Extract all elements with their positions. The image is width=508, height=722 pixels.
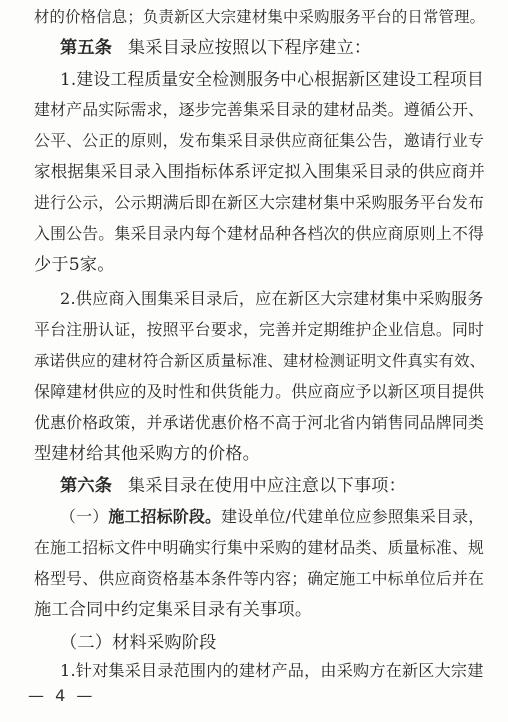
line-text: 入围公告。集采目录内每个建材品种各档次的供应商原则上不得 <box>34 224 485 243</box>
article-5-label: 第五条 <box>60 38 113 58</box>
text-line-20 <box>34 567 484 591</box>
text-line-15 <box>34 442 484 466</box>
line-text: 1.建设工程质量安全检测服务中心根据新区建设工程项目 <box>60 69 484 89</box>
line-text: 保障建材供应的及时性和供货能力。供应商应予以新区项目提供 <box>34 382 485 401</box>
text-line-7 <box>34 191 484 215</box>
line-text: 材的价格信息；负责新区大宗建材集中采购服务平台的日常管理。 <box>34 8 486 26</box>
line-text: （二）材料采购阶段 <box>60 633 217 653</box>
line-text: 进行公示，公示期满后即在新区大宗建材集中采购服务平台发布 <box>34 193 485 212</box>
line-text: 平台注册认证，按照平台要求，完善并定期维护企业信息。同时 <box>34 320 485 339</box>
line-text: 2.供应商入围集采目录后，应在新区大宗建材集中采购服务 <box>60 289 484 308</box>
text-line-8 <box>34 222 484 246</box>
line-text: 家根据集采目录入围指标体系评定拟入围集采目录的供应商并 <box>34 162 485 181</box>
article-6-label: 第六条 <box>60 476 113 496</box>
text-line-3 <box>60 67 484 91</box>
text-line-10 <box>60 287 484 311</box>
line-text: 少于5家。 <box>34 255 115 275</box>
page-number: — 4 — <box>28 686 96 705</box>
text-line-6 <box>34 160 484 184</box>
line-text: 优惠价格政策，并承诺优惠价格不高于河北省内销售同品牌同类 <box>34 413 485 432</box>
text-line-23 <box>60 659 484 683</box>
text-line-5 <box>34 129 484 153</box>
line-text: 承诺供应的建材符合新区质量标准、建材检测证明文件真实有效、 <box>34 352 486 370</box>
line-text: 格型号、供应商资格基本条件等内容；确定施工中标单位后并在 <box>34 569 485 588</box>
text-line-12 <box>34 349 484 373</box>
article-6-title: 集采目录在使用中应注意以下事项： <box>127 476 407 496</box>
line-text: 建材产品实际需求，逐步完善集采目录的建材品类。遵循公开、 <box>34 100 485 119</box>
line-text: 在施工招标文件中明确实行集中采购的建材品类、质量标准、规 <box>34 538 485 557</box>
text-line-13 <box>34 380 484 404</box>
article-6-heading <box>60 474 484 498</box>
article-5-heading <box>60 36 484 60</box>
text-line-9 <box>34 253 484 277</box>
line-text: 公平、公正的原则，发布集采目录供应商征集公告，邀请行业专 <box>34 131 485 150</box>
text-line-4 <box>34 98 484 122</box>
sub-number: （一） <box>60 507 109 526</box>
line-text: 型建材给其他采购方的价格。 <box>34 444 261 464</box>
text-line-19 <box>34 536 484 560</box>
text-line-22 <box>60 631 484 655</box>
line-text: 1.针对集采目录范围内的建材产品，由采购方在新区大宗建 <box>60 661 484 680</box>
text-line-11 <box>34 318 484 342</box>
sub-heading-construction-bidding: 施工招标阶段。 <box>108 507 222 526</box>
article-5-title: 集采目录应按照以下程序建立： <box>127 38 372 58</box>
text-line-18 <box>60 505 484 529</box>
text-line-21 <box>34 598 484 622</box>
line-text: 施工合同中约定集采目录有关事项。 <box>34 600 313 620</box>
text-line-14 <box>34 411 484 435</box>
line-text: 建设单位/代建单位应参照集采目录， <box>221 507 485 526</box>
text-line-1 <box>34 5 484 29</box>
